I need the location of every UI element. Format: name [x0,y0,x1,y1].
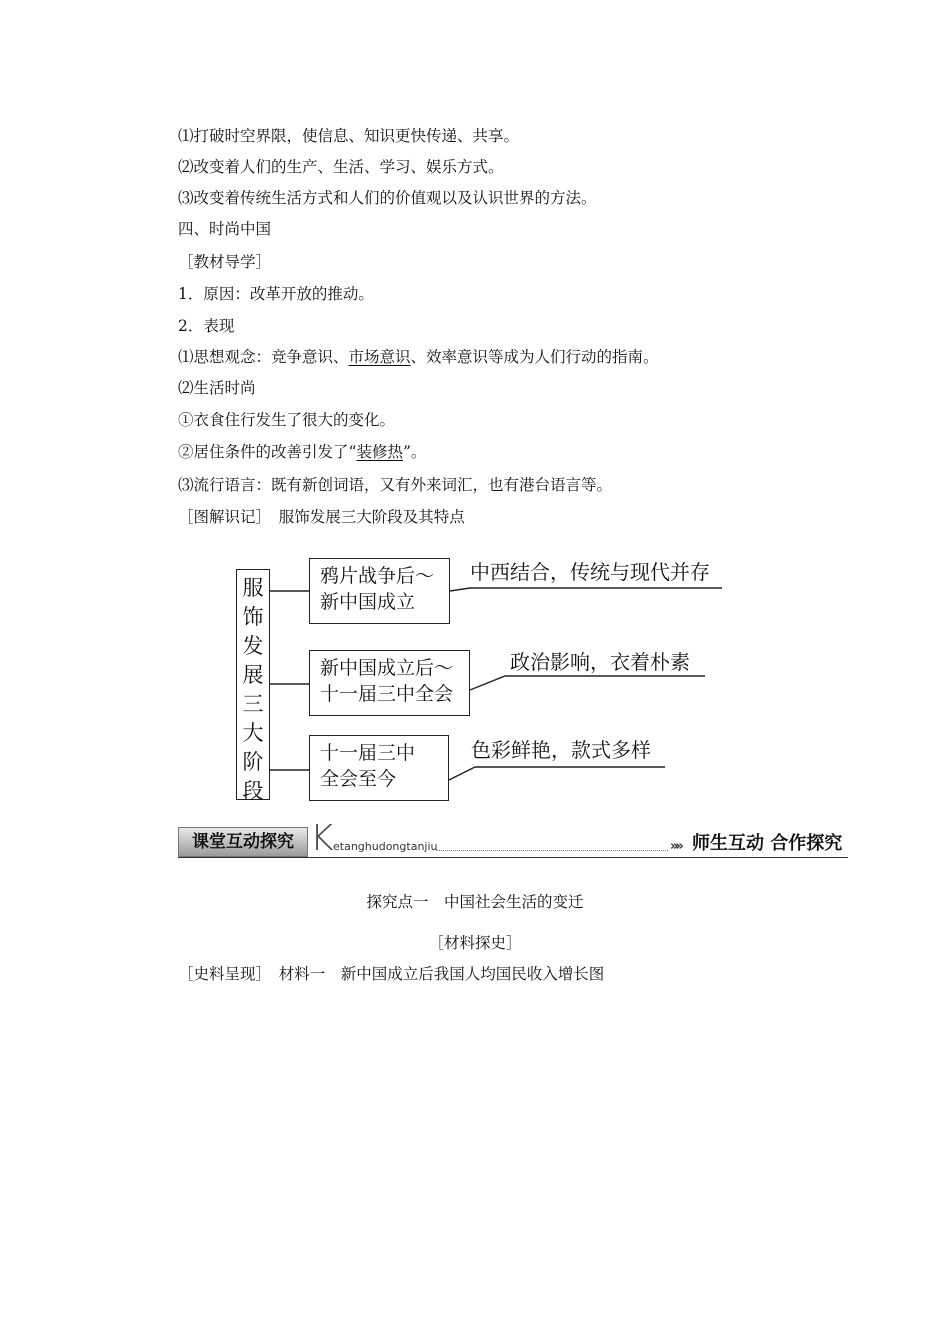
root-char: 段 [242,779,264,803]
manifestation-heading: 2．表现 [178,317,235,335]
lifestyle-item-2 [178,442,426,462]
language-line: ⑶流行语言：既有新创词语，又有外来词汇，也有港台语言等。 [178,476,613,494]
textbook-guide-label: ［教材导学］ [178,253,272,271]
housing-prefix: ②居住条件的改善引发了“ [178,443,357,461]
stage-feature-2: 政治影响，衣着朴素 [510,650,690,674]
thought-suffix: 、效率意识等成为人们行动的指南。 [410,348,659,366]
section-banner [178,818,848,859]
section-heading-fashion: 四、时尚中国 [178,220,272,238]
material-one-line: ［史料呈现］ 材料一 新中国成立后我国人均国民收入增长图 [178,965,605,983]
banner-dotted-line [436,850,668,851]
lifestyle-item-1: ①衣食住行发生了很大的变化。 [178,411,396,429]
text-line-1: ⑴打破时空界限，使信息、知识更快传递、共享。 [178,127,520,145]
root-char: 展 [242,663,264,687]
lifestyle-heading: ⑵生活时尚 [178,379,256,397]
root-char: 服 [242,576,264,600]
banner-k-letter: K [310,818,334,859]
root-char: 三 [242,692,264,716]
root-char: 发 [242,634,264,658]
decoration-craze: 装修热 [356,443,403,461]
root-char: 饰 [242,605,264,629]
banner-title: 课堂互动探究 [178,827,308,857]
stage-box-3: 十一届三中 全会至今 [309,735,449,801]
stage-box-1: 鸦片战争后～ 新中国成立 [309,558,450,624]
stage-feature-1: 中西结合，传统与现代并存 [470,560,710,584]
banner-arrows-icon: »» [670,839,681,854]
material-subheading: ［材料探史］ [428,934,522,952]
inquiry-heading: 探究点一 中国社会生活的变迁 [366,893,584,911]
root-char: 阶 [242,750,264,774]
housing-suffix: ”。 [402,443,427,461]
reason-line: 1．原因：改革开放的推动。 [178,285,374,303]
market-awareness: 市场意识 [348,348,411,366]
text-line-2: ⑵改变着人们的生产、生活、学习、娱乐方式。 [178,158,504,176]
banner-rule [178,857,848,858]
thought-line [178,347,659,367]
diagram-root-box [236,569,270,803]
root-char: 大 [242,721,264,745]
text-line-3: ⑶改变着传统生活方式和人们的价值观以及认识世界的方法。 [178,189,597,207]
stage-feature-3: 色彩鲜艳，款式多样 [471,738,651,762]
banner-subtitle: 师生互动 合作探究 [692,833,843,854]
diagram-caption: ［图解识记］ 服饰发展三大阶段及其特点 [178,508,465,526]
thought-prefix: ⑴思想观念：竞争意识、 [178,348,349,366]
banner-pinyin: etanghudongtanjiu [333,840,438,853]
stage-box-2: 新中国成立后～ 十一届三中全会 [309,650,470,716]
